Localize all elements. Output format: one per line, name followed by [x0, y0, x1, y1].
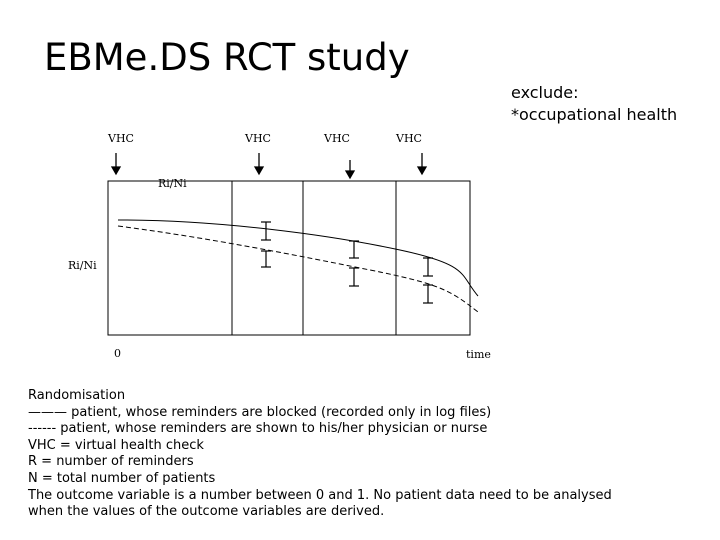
- error-bar-icon: [261, 222, 271, 240]
- vhc-label-3: VHC: [324, 132, 350, 145]
- error-bar-icon: [349, 241, 359, 258]
- error-bar-icon: [423, 258, 433, 276]
- r-definition: R = number of reminders: [28, 454, 194, 470]
- legend-notes: [28, 388, 612, 521]
- error-bar-icon: [423, 285, 433, 303]
- exclude-label: exclude:: [511, 83, 579, 102]
- plot-frame: [108, 181, 470, 335]
- error-bar-icon: [349, 268, 359, 286]
- vhc-definition: VHC = virtual health check: [28, 437, 204, 453]
- down-arrow-icon: [255, 153, 263, 174]
- slide-title: EBMe.DS RCT study: [44, 36, 410, 79]
- vhc-label-4: VHC: [396, 132, 422, 145]
- top-ratio-label: Ri/Ni: [158, 177, 187, 190]
- down-arrow-icon: [418, 153, 426, 174]
- randomisation-line: Randomisation: [28, 388, 126, 403]
- vhc-label-2: VHC: [245, 132, 271, 145]
- solid-line-text: patient, whose reminders are blocked (recorded only in log files): [67, 404, 492, 420]
- down-arrow-icon: [346, 160, 354, 178]
- outcome-note-2: when the values of the outcome variables are derived.: [28, 504, 385, 520]
- solid-line-marker: ———: [28, 404, 67, 420]
- dashed-line-legend: ------ patient, whose reminders are shown to his/her physician or nurse: [28, 421, 488, 437]
- y-axis-label: Ri/Ni: [68, 259, 97, 272]
- vhc-label-1: VHC: [108, 132, 134, 145]
- error-bar-icon: [261, 251, 271, 267]
- shown-reminders-curve: [118, 226, 478, 312]
- x-end-label: time: [466, 348, 491, 361]
- x-start-label: 0: [114, 347, 121, 360]
- solid-line-legend: [28, 405, 612, 422]
- down-arrow-icon: [112, 153, 120, 174]
- outcome-note-1: The outcome variable is a number between 0 and 1. No patient data need to be analysed: [28, 487, 612, 503]
- n-definition: N = total number of patients: [28, 470, 216, 486]
- exclude-item: *occupational health: [511, 105, 678, 124]
